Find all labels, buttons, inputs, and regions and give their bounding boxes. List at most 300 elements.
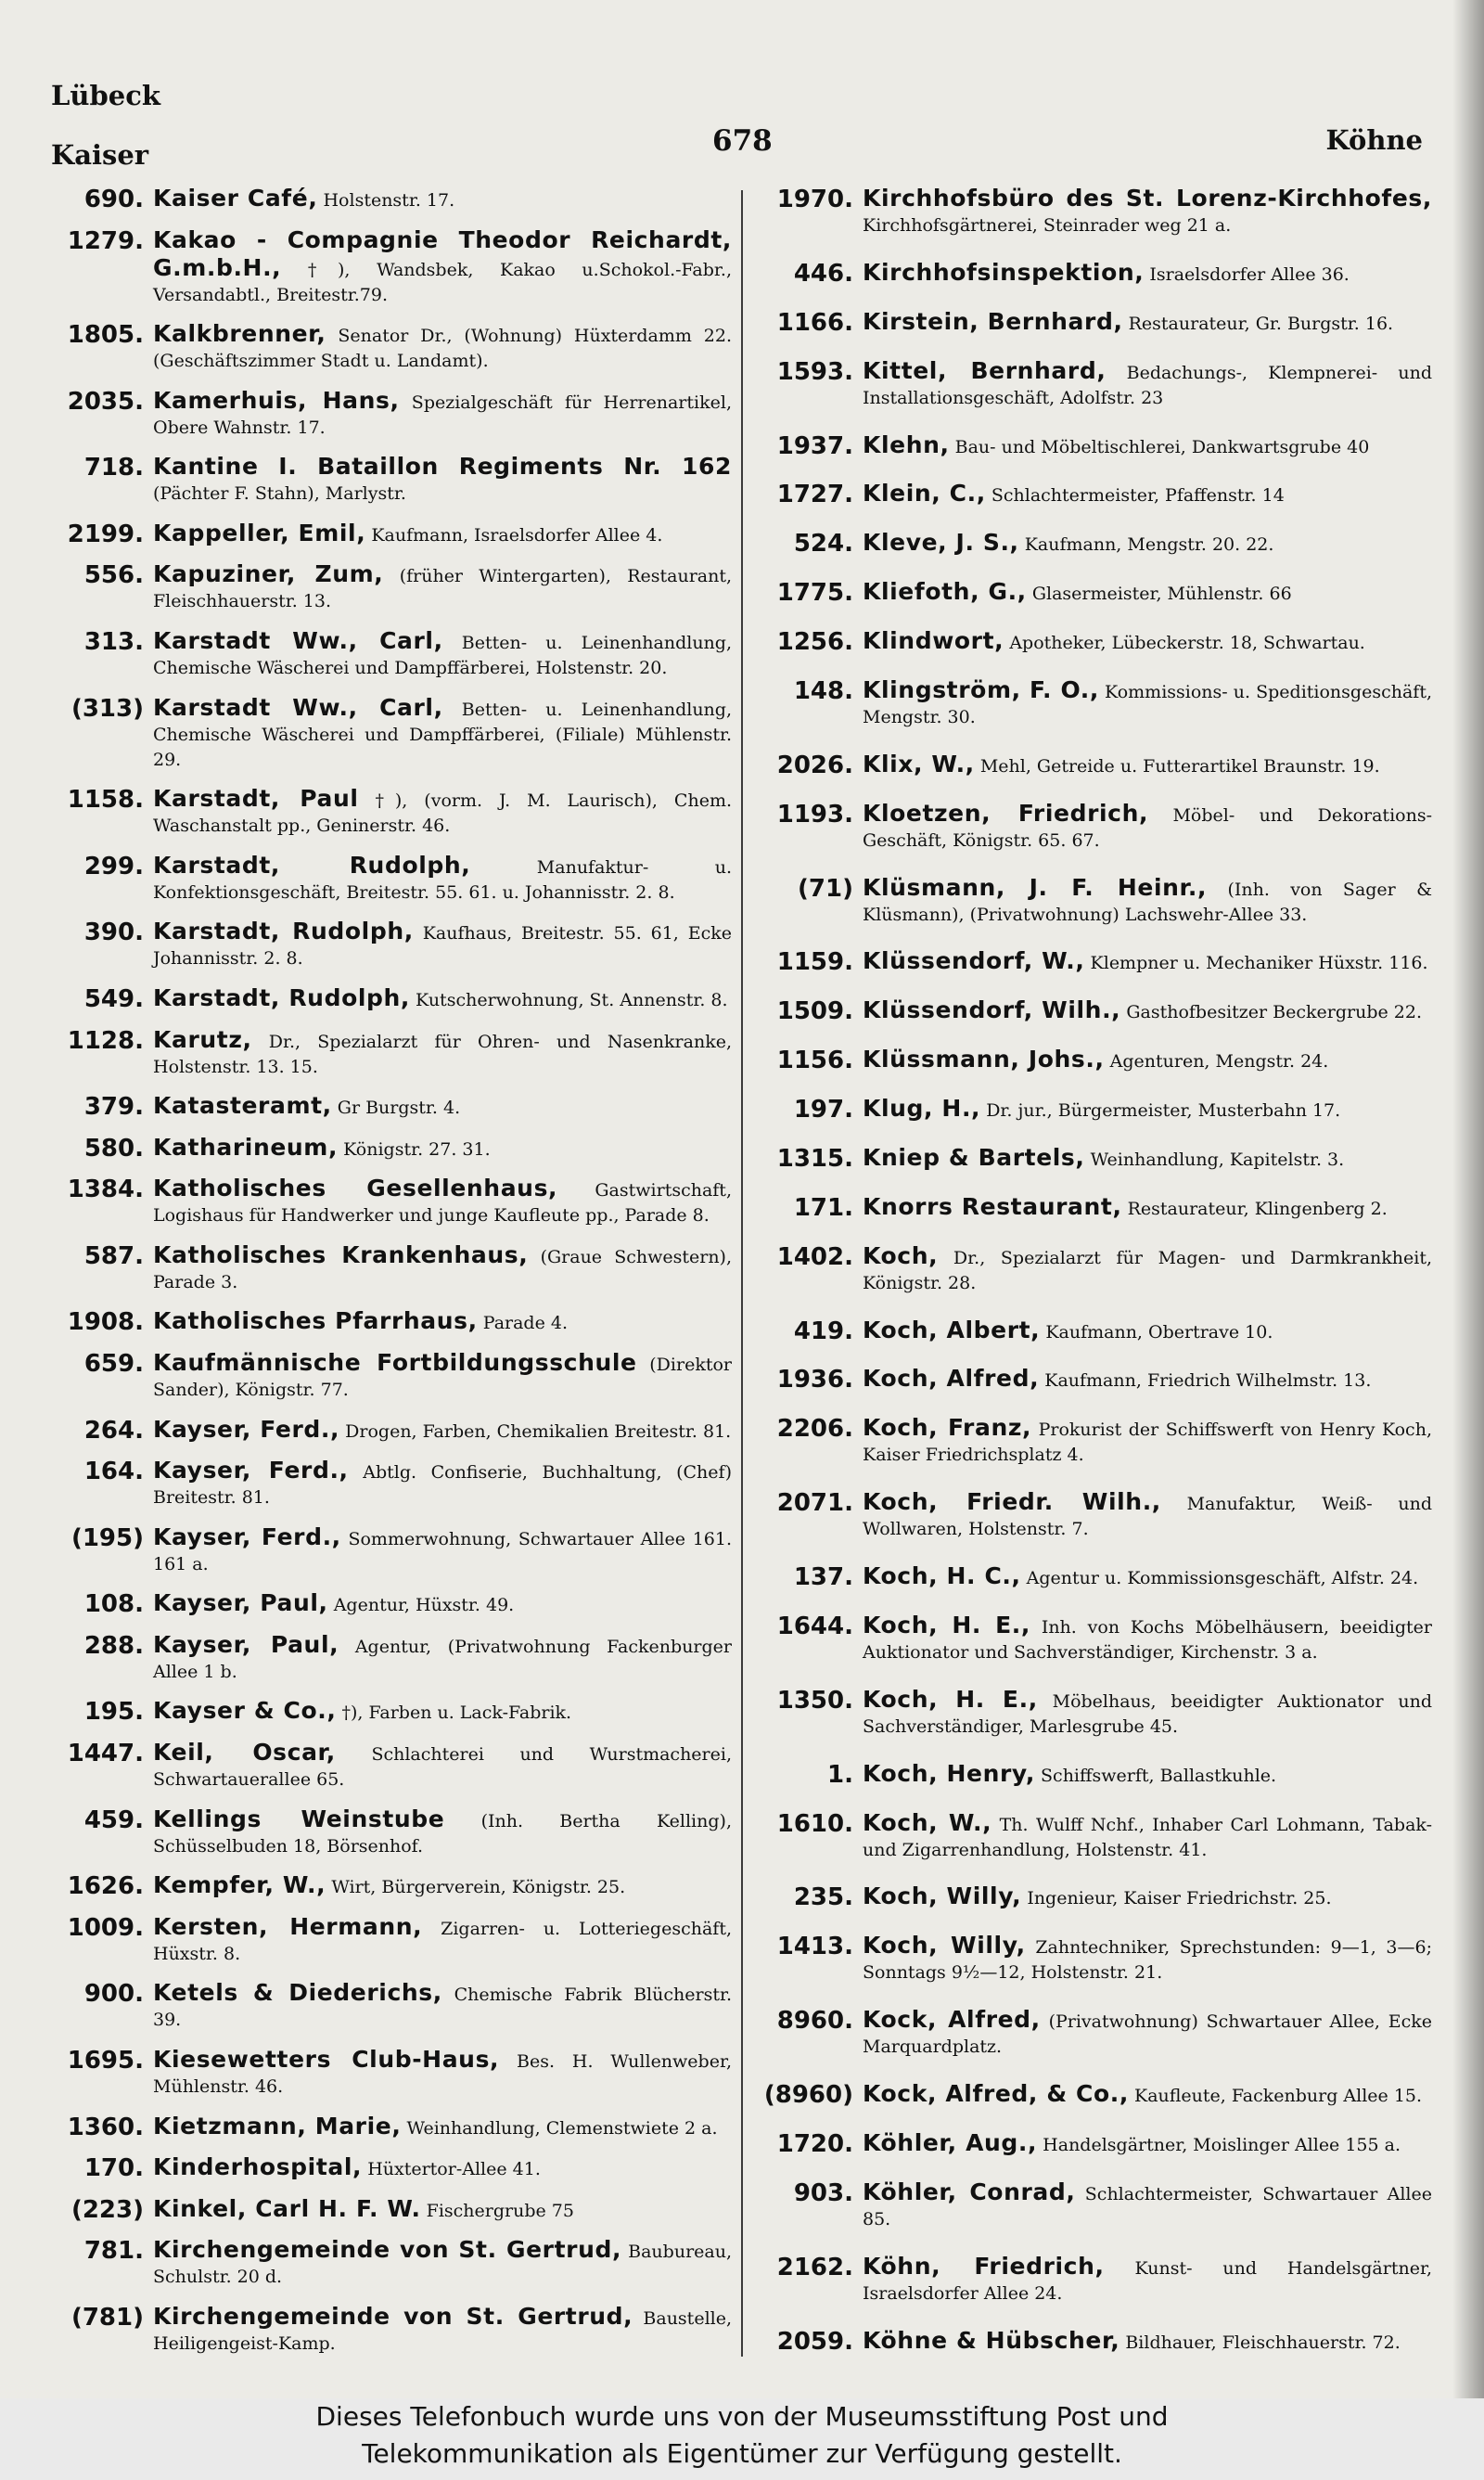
directory-entry xyxy=(37,1308,737,1336)
entry-details: Bes. H. Wullenweber, Mühlenstr. 46. xyxy=(153,2050,732,2097)
phone-number: 1279. xyxy=(67,226,144,255)
entry-details: Baustelle, Heiligengeist-Kamp. xyxy=(153,2307,732,2354)
phone-number: 549. xyxy=(83,984,144,1013)
entry-text xyxy=(153,2304,732,2357)
entry-details: Hüxtertor-Allee 41. xyxy=(367,2159,541,2180)
entry-name: Katholisches Pfarrhaus, xyxy=(153,1307,478,1335)
entry-details: Manufaktur- u. Konfektionsgeschäft, Breitestr. 55. 61. u. Johannisstr. 2. 8. xyxy=(153,856,732,903)
directory-entry xyxy=(37,1350,737,1403)
directory-entry xyxy=(747,1761,1438,1789)
entry-text xyxy=(863,1243,1432,1296)
entry-text xyxy=(153,1740,732,1793)
phone-number: 379. xyxy=(83,1093,144,1122)
entry-details: Parade 4. xyxy=(482,1313,569,1334)
phone-number: 1159. xyxy=(776,948,853,977)
entry-text xyxy=(863,260,1432,288)
phone-number: (71) xyxy=(798,874,853,903)
phone-number: 1256. xyxy=(776,628,853,656)
entry-text xyxy=(863,1761,1432,1789)
entry-name: Klein, C., xyxy=(863,480,986,508)
entry-text xyxy=(153,1524,732,1577)
directory-entry xyxy=(747,1687,1438,1740)
entry-text xyxy=(153,186,732,213)
entry-name: Koch, xyxy=(863,1241,939,1269)
footer-line-2: Telekommunikation als Eigentümer zur Verfügung gestellt. xyxy=(362,2438,1122,2469)
phone-number: 718. xyxy=(83,454,144,482)
directory-entry xyxy=(37,520,737,548)
directory-entry xyxy=(747,875,1438,928)
left-column xyxy=(37,186,737,2357)
entry-text xyxy=(863,481,1432,508)
entry-details: Betten- u. Leinenhandlung, Chemische Wäscherei und Dampffärberei, Holstenstr. 20. xyxy=(153,633,732,679)
entry-name: Karstadt Ww., Carl, xyxy=(153,627,443,655)
phone-number: 1193. xyxy=(776,800,853,829)
phone-number: 903. xyxy=(793,2178,853,2207)
entry-name: Kloetzen, Friedrich, xyxy=(863,799,1149,827)
directory-entry xyxy=(37,2154,737,2182)
entry-text xyxy=(863,432,1432,460)
directory-entry xyxy=(37,2196,737,2224)
directory-entry xyxy=(747,358,1438,411)
phone-number: 1350. xyxy=(776,1686,853,1715)
entry-text xyxy=(863,1096,1432,1124)
entry-text xyxy=(153,1806,732,1859)
phone-number: (195) xyxy=(70,1523,144,1552)
entry-name: Köhne & Hübscher, xyxy=(863,2326,1120,2354)
phone-number: 2035. xyxy=(67,387,144,416)
phone-number: 1805. xyxy=(67,321,144,350)
entry-name: Karstadt, Rudolph, xyxy=(153,983,410,1011)
directory-entry xyxy=(37,1524,737,1577)
entry-details: Agentur, Hüxstr. 49. xyxy=(333,1595,515,1616)
directory-entry xyxy=(37,1980,737,2033)
city-header: Lübeck xyxy=(51,80,160,111)
entry-name: Kirchhofsbüro des St. Lorenz-Kirchhofes, xyxy=(863,185,1432,212)
entry-text xyxy=(863,358,1432,411)
entry-details: Schlachtermeister, Schwartauer Allee 85. xyxy=(863,2183,1432,2229)
entry-text xyxy=(863,186,1432,238)
entry-name: Kersten, Hermann, xyxy=(153,1912,423,1940)
page-number: 678 xyxy=(712,124,773,158)
directory-entry xyxy=(747,1096,1438,1124)
phone-number: 171. xyxy=(793,1193,853,1222)
entry-text xyxy=(153,1914,732,1967)
entry-name: Kayser, Ferd., xyxy=(153,1457,349,1484)
entry-text xyxy=(863,2007,1432,2060)
phone-number: 1158. xyxy=(67,786,144,815)
directory-entry xyxy=(747,530,1438,558)
entry-text xyxy=(863,2179,1432,2232)
phone-number: 900. xyxy=(83,1980,144,2009)
entry-name: Koch, H. E., xyxy=(863,1685,1038,1713)
directory-entry xyxy=(747,752,1438,779)
entry-name: Koch, Albert, xyxy=(863,1316,1041,1343)
directory-entry xyxy=(747,432,1438,460)
phone-number: (313) xyxy=(70,694,144,723)
directory-entry xyxy=(747,2328,1438,2356)
entry-text xyxy=(153,454,732,507)
last-entry-header: Köhne xyxy=(1325,124,1423,156)
phone-number: 2071. xyxy=(776,1489,853,1518)
entry-name: Karstadt, Rudolph, xyxy=(153,851,471,879)
entry-details: Möbelhaus, beeidigter Auktionator und Sachverständiger, Marlesgrube 45. xyxy=(863,1690,1432,1737)
directory-entry xyxy=(747,2130,1438,2158)
directory-entry xyxy=(37,786,737,839)
entry-text xyxy=(863,1810,1432,1863)
entry-text xyxy=(863,875,1432,928)
phone-number: 1009. xyxy=(67,1913,144,1942)
directory-entry xyxy=(37,628,737,681)
entry-name: Klingström, F. O., xyxy=(863,675,1099,703)
entry-name: Knorrs Restaurant, xyxy=(863,1192,1122,1220)
entry-text xyxy=(153,1980,732,2033)
phone-number: 1727. xyxy=(776,481,853,509)
entry-text xyxy=(863,2081,1432,2109)
entry-details: Dr., Spezialarzt für Magen- und Darmkrankheit, Königstr. 28. xyxy=(863,1247,1432,1293)
entry-name: Kock, Alfred, & Co., xyxy=(863,2080,1129,2107)
directory-entry xyxy=(747,2081,1438,2109)
phone-number: 2059. xyxy=(776,2327,853,2356)
entry-name: Kayser, Ferd., xyxy=(153,1415,340,1443)
entry-details: Schlachtermeister, Pfaffenstr. 14 xyxy=(991,485,1285,507)
directory-entry xyxy=(747,1933,1438,1985)
entry-text xyxy=(153,1135,732,1163)
phone-number: 2206. xyxy=(776,1415,853,1444)
entry-text xyxy=(863,1047,1432,1074)
directory-entry xyxy=(747,1366,1438,1394)
phone-number: 1402. xyxy=(776,1242,853,1271)
directory-entry xyxy=(37,1417,737,1445)
phone-number: 459. xyxy=(83,1805,144,1834)
entry-text xyxy=(863,677,1432,730)
entry-details: Schlachterei und Wurstmacherei, Schwartauerallee 65. xyxy=(153,1744,732,1791)
entry-details: (früher Wintergarten), Restaurant, Fleischhauerstr. 13. xyxy=(153,566,733,612)
directory-entry xyxy=(747,1810,1438,1863)
phone-number: 148. xyxy=(793,676,853,705)
entry-text xyxy=(153,1350,732,1403)
entry-text xyxy=(153,1176,732,1228)
entry-name: Klüssendorf, Wilh., xyxy=(863,996,1121,1024)
entry-name: Köhler, Conrad, xyxy=(863,2178,1076,2205)
phone-number: 2162. xyxy=(776,2253,853,2281)
entry-name: Klüsmann, J. F. Heinr., xyxy=(863,873,1208,901)
entry-details: Gr Burgstr. 4. xyxy=(337,1098,461,1119)
entry-text xyxy=(863,801,1432,854)
entry-text xyxy=(153,2196,732,2224)
directory-entry xyxy=(37,1590,737,1618)
entry-text xyxy=(153,2047,732,2100)
entry-text xyxy=(863,1563,1432,1591)
entry-details: Zahntechniker, Sprechstunden: 9—1, 3—6; Sonntags 9½—12, Holstenstr. 21. xyxy=(863,1937,1432,1984)
entry-text xyxy=(863,1415,1432,1468)
phone-number: 108. xyxy=(83,1590,144,1619)
directory-entry xyxy=(747,801,1438,854)
entry-name: Kock, Alfred, xyxy=(863,2006,1041,2034)
entry-text xyxy=(863,2328,1432,2356)
phone-number: 1610. xyxy=(776,1809,853,1838)
entry-name: Koch, Willy, xyxy=(863,1882,1022,1910)
phone-number: 659. xyxy=(83,1349,144,1378)
entry-text xyxy=(153,853,732,906)
entry-details: Klempner u. Mechaniker Hüxstr. 116. xyxy=(1090,953,1428,974)
entry-details: Drogen, Farben, Chemikalien Breitestr. 81. xyxy=(345,1420,732,1442)
entry-name: Köhler, Aug., xyxy=(863,2128,1038,2156)
phone-number: 446. xyxy=(793,259,853,288)
entry-name: Kinderhospital, xyxy=(153,2153,363,2181)
entry-text xyxy=(863,2254,1432,2307)
column-divider xyxy=(741,190,743,2357)
entry-text xyxy=(153,1308,732,1336)
entry-text xyxy=(153,1632,732,1685)
directory-entry xyxy=(37,1176,737,1228)
entry-details: Kaufmann, Friedrich Wilhelmstr. 13. xyxy=(1044,1370,1372,1392)
entry-name: Kakao - Compagnie Theodor Reichardt, G.m.b.H., xyxy=(153,225,732,281)
directory-entry xyxy=(37,1458,737,1510)
directory-entry xyxy=(747,948,1438,976)
directory-entry xyxy=(747,2007,1438,2060)
entry-text xyxy=(863,1613,1432,1665)
entry-details: †), Farben u. Lack-Fabrik. xyxy=(341,1703,572,1724)
entry-name: Karstadt, Rudolph, xyxy=(153,918,414,945)
directory-entry xyxy=(747,628,1438,656)
entry-details: Fischergrube 75 xyxy=(426,2200,574,2221)
entry-details: Abtlg. Confiserie, Buchhaltung, (Chef) Breitestr. 81. xyxy=(153,1462,732,1509)
entry-text xyxy=(863,1489,1432,1542)
entry-text xyxy=(153,388,732,441)
entry-text xyxy=(153,2114,732,2141)
phone-number: 8960. xyxy=(776,2007,853,2036)
phone-number: 170. xyxy=(83,2154,144,2183)
entry-name: Katasteramt, xyxy=(153,1092,332,1120)
entry-details: Kutscherwohnung, St. Annenstr. 8. xyxy=(416,989,728,1010)
entry-details: †), Wandsbek, Kakao u.Schokol.-Fabr., Versandabtl., Breitestr.79. xyxy=(153,259,732,305)
entry-details: Agentur u. Kommissionsgeschäft, Alfstr. 24. xyxy=(1026,1568,1419,1588)
phone-number: 1775. xyxy=(776,579,853,608)
entry-text xyxy=(153,2237,732,2290)
entry-name: Klehn, xyxy=(863,430,950,458)
entry-name: Kapuziner, Zum, xyxy=(153,560,384,588)
entry-details: Kaufhaus, Breitestr. 55. 61, Ecke Johannisstr. 2. 8. xyxy=(153,923,732,970)
directory-entry xyxy=(37,1093,737,1121)
entry-name: Katholisches Krankenhaus, xyxy=(153,1240,529,1268)
phone-number: 1413. xyxy=(776,1933,853,1961)
entry-details: Th. Wulff Nchf., Inhaber Carl Lohmann, Tabak- und Zigarrenhandlung, Holstenstr. 41. xyxy=(863,1814,1433,1860)
directory-entry xyxy=(747,1047,1438,1074)
phone-number: 1626. xyxy=(67,1872,144,1901)
entry-details: Kirchhofsgärtnerei, Steinrader weg 21 a. xyxy=(863,215,1232,236)
phone-number: 524. xyxy=(793,530,853,559)
entry-details: Weinhandlung, Clemenstwiete 2 a. xyxy=(406,2117,718,2139)
directory-entry xyxy=(37,1806,737,1859)
entry-details: Chemische Fabrik Blücherstr. 39. xyxy=(153,1985,732,2031)
entry-details: Betten- u. Leinenhandlung, Chemische Wäscherei und Dampffärberei, (Filiale) Mühlenstr. 29. xyxy=(153,699,732,770)
directory-entry xyxy=(37,1914,737,1967)
directory-entry xyxy=(747,1317,1438,1345)
entry-name: Klix, W., xyxy=(863,750,975,777)
entry-name: Katharineum, xyxy=(153,1133,339,1161)
entry-details: (Direktor Sander), Königstr. 77. xyxy=(153,1354,732,1400)
phone-number: 1908. xyxy=(67,1308,144,1337)
directory-entry xyxy=(37,2114,737,2141)
directory-entry xyxy=(747,1563,1438,1591)
phone-number: 1720. xyxy=(776,2129,853,2158)
entry-text xyxy=(153,1698,732,1726)
directory-entry xyxy=(747,1194,1438,1222)
entry-details: Baubureau, Schulstr. 20 d. xyxy=(153,2242,732,2288)
entry-name: Kirchengemeinde von St. Gertrud, xyxy=(153,2236,622,2264)
entry-text xyxy=(863,628,1432,656)
entry-name: Kalkbrenner, xyxy=(153,320,326,348)
phone-number: 1. xyxy=(827,1760,853,1789)
entry-details: (Inh. Bertha Kelling), Schüsselbuden 18, Börsenhof. xyxy=(153,1810,732,1857)
phone-number: 1509. xyxy=(776,997,853,1026)
entry-details: Königstr. 27. 31. xyxy=(343,1138,491,1160)
directory-entry xyxy=(37,2047,737,2100)
entry-text xyxy=(153,1093,732,1121)
entry-text xyxy=(863,1366,1432,1394)
directory-entry xyxy=(747,997,1438,1025)
directory-entry xyxy=(37,853,737,906)
directory-entry xyxy=(747,1883,1438,1911)
entry-name: Kliefoth, G., xyxy=(863,578,1027,606)
entry-details: Restaurateur, Klingenberg 2. xyxy=(1127,1198,1388,1219)
entry-details: Prokurist der Schiffswerft von Henry Koch, Kaiser Friedrichsplatz 4. xyxy=(863,1420,1432,1466)
entry-name: Kayser, Paul, xyxy=(153,1630,339,1658)
directory-entry xyxy=(37,2304,737,2357)
entry-name: Kappeller, Emil, xyxy=(153,519,366,546)
entry-details: Sommerwohnung, Schwartauer Allee 161. 161 a. xyxy=(153,1528,732,1574)
entry-name: Köhn, Friedrich, xyxy=(863,2252,1105,2280)
directory-entry xyxy=(747,260,1438,288)
footer-line-1: Dieses Telefonbuch wurde uns von der Museumsstiftung Post und xyxy=(315,2401,1169,2432)
entry-name: Klüssendorf, W., xyxy=(863,947,1085,975)
directory-entry xyxy=(37,1698,737,1726)
entry-name: Kirstein, Bernhard, xyxy=(863,307,1123,335)
entry-text xyxy=(153,1872,732,1900)
directory-entry xyxy=(747,309,1438,337)
entry-name: Kaufmännische Fortbildungsschule xyxy=(153,1348,637,1376)
entry-text xyxy=(153,1242,732,1295)
entry-name: Kaiser Café, xyxy=(153,185,318,212)
entry-details: Weinhandlung, Kapitelstr. 3. xyxy=(1090,1149,1345,1170)
directory-entry xyxy=(37,985,737,1013)
entry-text xyxy=(153,2154,732,2182)
entry-text xyxy=(153,1590,732,1618)
entry-name: Koch, W., xyxy=(863,1808,992,1836)
directory-entry xyxy=(37,227,737,308)
entry-details: Möbel- und Dekorations-Geschäft, Königstr. 65. 67. xyxy=(863,804,1432,851)
entry-name: Kayser, Paul, xyxy=(153,1589,328,1617)
entry-details: Inh. von Kochs Möbelhäusern, beeidigter Auktionator und Sachverständiger, Kirchenstr. 3 a. xyxy=(863,1616,1433,1663)
entry-details: Dr. jur., Bürgermeister, Musterbahn 17. xyxy=(986,1100,1341,1121)
phone-number: 1166. xyxy=(776,308,853,337)
directory-entry xyxy=(37,1740,737,1793)
directory-entry xyxy=(37,561,737,614)
phone-number: 1970. xyxy=(776,186,853,213)
entry-text xyxy=(153,561,732,614)
first-entry-header: Kaiser xyxy=(51,139,149,171)
entry-name: Kellings Weinstube xyxy=(153,1805,445,1832)
phone-number: 195. xyxy=(83,1698,144,1727)
entry-name: Koch, H. C., xyxy=(863,1562,1021,1589)
entry-text xyxy=(863,752,1432,779)
entry-name: Kantine I. Bataillon Regiments Nr. 162 xyxy=(153,453,732,481)
entry-text xyxy=(153,919,732,971)
entry-name: Kempfer, W., xyxy=(153,1871,326,1899)
entry-text xyxy=(863,1194,1432,1222)
directory-entry xyxy=(747,1415,1438,1468)
entry-details: Agentur, (Privatwohnung Fackenburger Allee 1 b. xyxy=(153,1636,732,1682)
entry-details: Gasthofbesitzer Beckergrube 22. xyxy=(1126,1002,1423,1023)
directory-entry xyxy=(37,1027,737,1080)
phone-number: 2026. xyxy=(776,751,853,779)
entry-name: Kinkel, Carl H. F. W. xyxy=(153,2194,421,2222)
entry-text xyxy=(863,1317,1432,1345)
entry-details: Senator Dr., (Wohnung) Hüxterdamm 22. (Geschäftszimmer Stadt u. Landamt). xyxy=(153,326,732,372)
entry-name: Karutz, xyxy=(153,1025,252,1053)
phone-number: (223) xyxy=(70,2195,144,2224)
entry-details: Kaufmann, Obertrave 10. xyxy=(1045,1321,1273,1343)
entry-name: Kirchhofsinspektion, xyxy=(863,258,1145,286)
entry-details: Kaufleute, Fackenburg Allee 15. xyxy=(1134,2086,1423,2106)
phone-number: 1360. xyxy=(67,2113,144,2141)
entry-details: Glasermeister, Mühlenstr. 66 xyxy=(1031,584,1292,605)
entry-name: Kirchengemeinde von St. Gertrud, xyxy=(153,2302,633,2330)
entry-details: Handelsgärtner, Moislinger Allee 155 a. xyxy=(1043,2134,1401,2155)
phone-number: 164. xyxy=(83,1458,144,1486)
entry-text xyxy=(153,321,732,374)
phone-number: 1937. xyxy=(776,431,853,460)
right-column xyxy=(747,186,1438,2356)
entry-name: Kietzmann, Marie, xyxy=(153,2112,402,2139)
footer-notice xyxy=(0,2398,1484,2480)
entry-details: Israelsdorfer Allee 36. xyxy=(1149,263,1350,285)
directory-entry xyxy=(747,1145,1438,1173)
entry-name: Kittel, Bernhard, xyxy=(863,356,1107,384)
entry-details: Kaufmann, Israelsdorfer Allee 4. xyxy=(371,524,663,546)
entry-details: (Pächter F. Stahn), Marlystr. xyxy=(153,483,406,505)
phone-number: 390. xyxy=(83,919,144,947)
entry-name: Kiesewetters Club-Haus, xyxy=(153,2045,500,2073)
entry-details: Wirt, Bürgerverein, Königstr. 25. xyxy=(331,1877,626,1898)
directory-entry xyxy=(37,1872,737,1900)
phone-number: (8960) xyxy=(763,2081,853,2109)
entry-name: Kamerhuis, Hans, xyxy=(153,386,400,414)
directory-entry xyxy=(747,579,1438,607)
entry-text xyxy=(863,530,1432,558)
entry-details: Apotheker, Lübeckerstr. 18, Schwartau. xyxy=(1009,633,1365,653)
phone-number: 197. xyxy=(793,1096,853,1124)
entry-details: Restaurateur, Gr. Burgstr. 16. xyxy=(1128,313,1394,334)
entry-text xyxy=(863,1145,1432,1173)
entry-text xyxy=(863,579,1432,607)
phone-number: 1695. xyxy=(67,2046,144,2075)
entry-details: Bildhauer, Fleischhauerstr. 72. xyxy=(1125,2332,1401,2353)
entry-text xyxy=(153,227,732,308)
entry-name: Kayser, Ferd., xyxy=(153,1523,341,1550)
entry-details: (Inh. von Sager & Klüsmann), (Privatwohnung) Lachswehr-Allee 33. xyxy=(863,879,1432,925)
entry-name: Katholisches Gesellenhaus, xyxy=(153,1175,558,1202)
directory-entry xyxy=(37,186,737,213)
phone-number: 313. xyxy=(83,628,144,657)
entry-details: †), (vorm. J. M. Laurisch), Chem. Waschanstalt pp., Geninerstr. 46. xyxy=(153,790,733,837)
phone-number: 137. xyxy=(793,1563,853,1591)
phone-number: 299. xyxy=(83,852,144,880)
entry-name: Koch, Willy, xyxy=(863,1932,1026,1960)
phone-number: 1936. xyxy=(776,1366,853,1394)
phone-number: 288. xyxy=(83,1631,144,1660)
phone-number: 587. xyxy=(83,1241,144,1270)
